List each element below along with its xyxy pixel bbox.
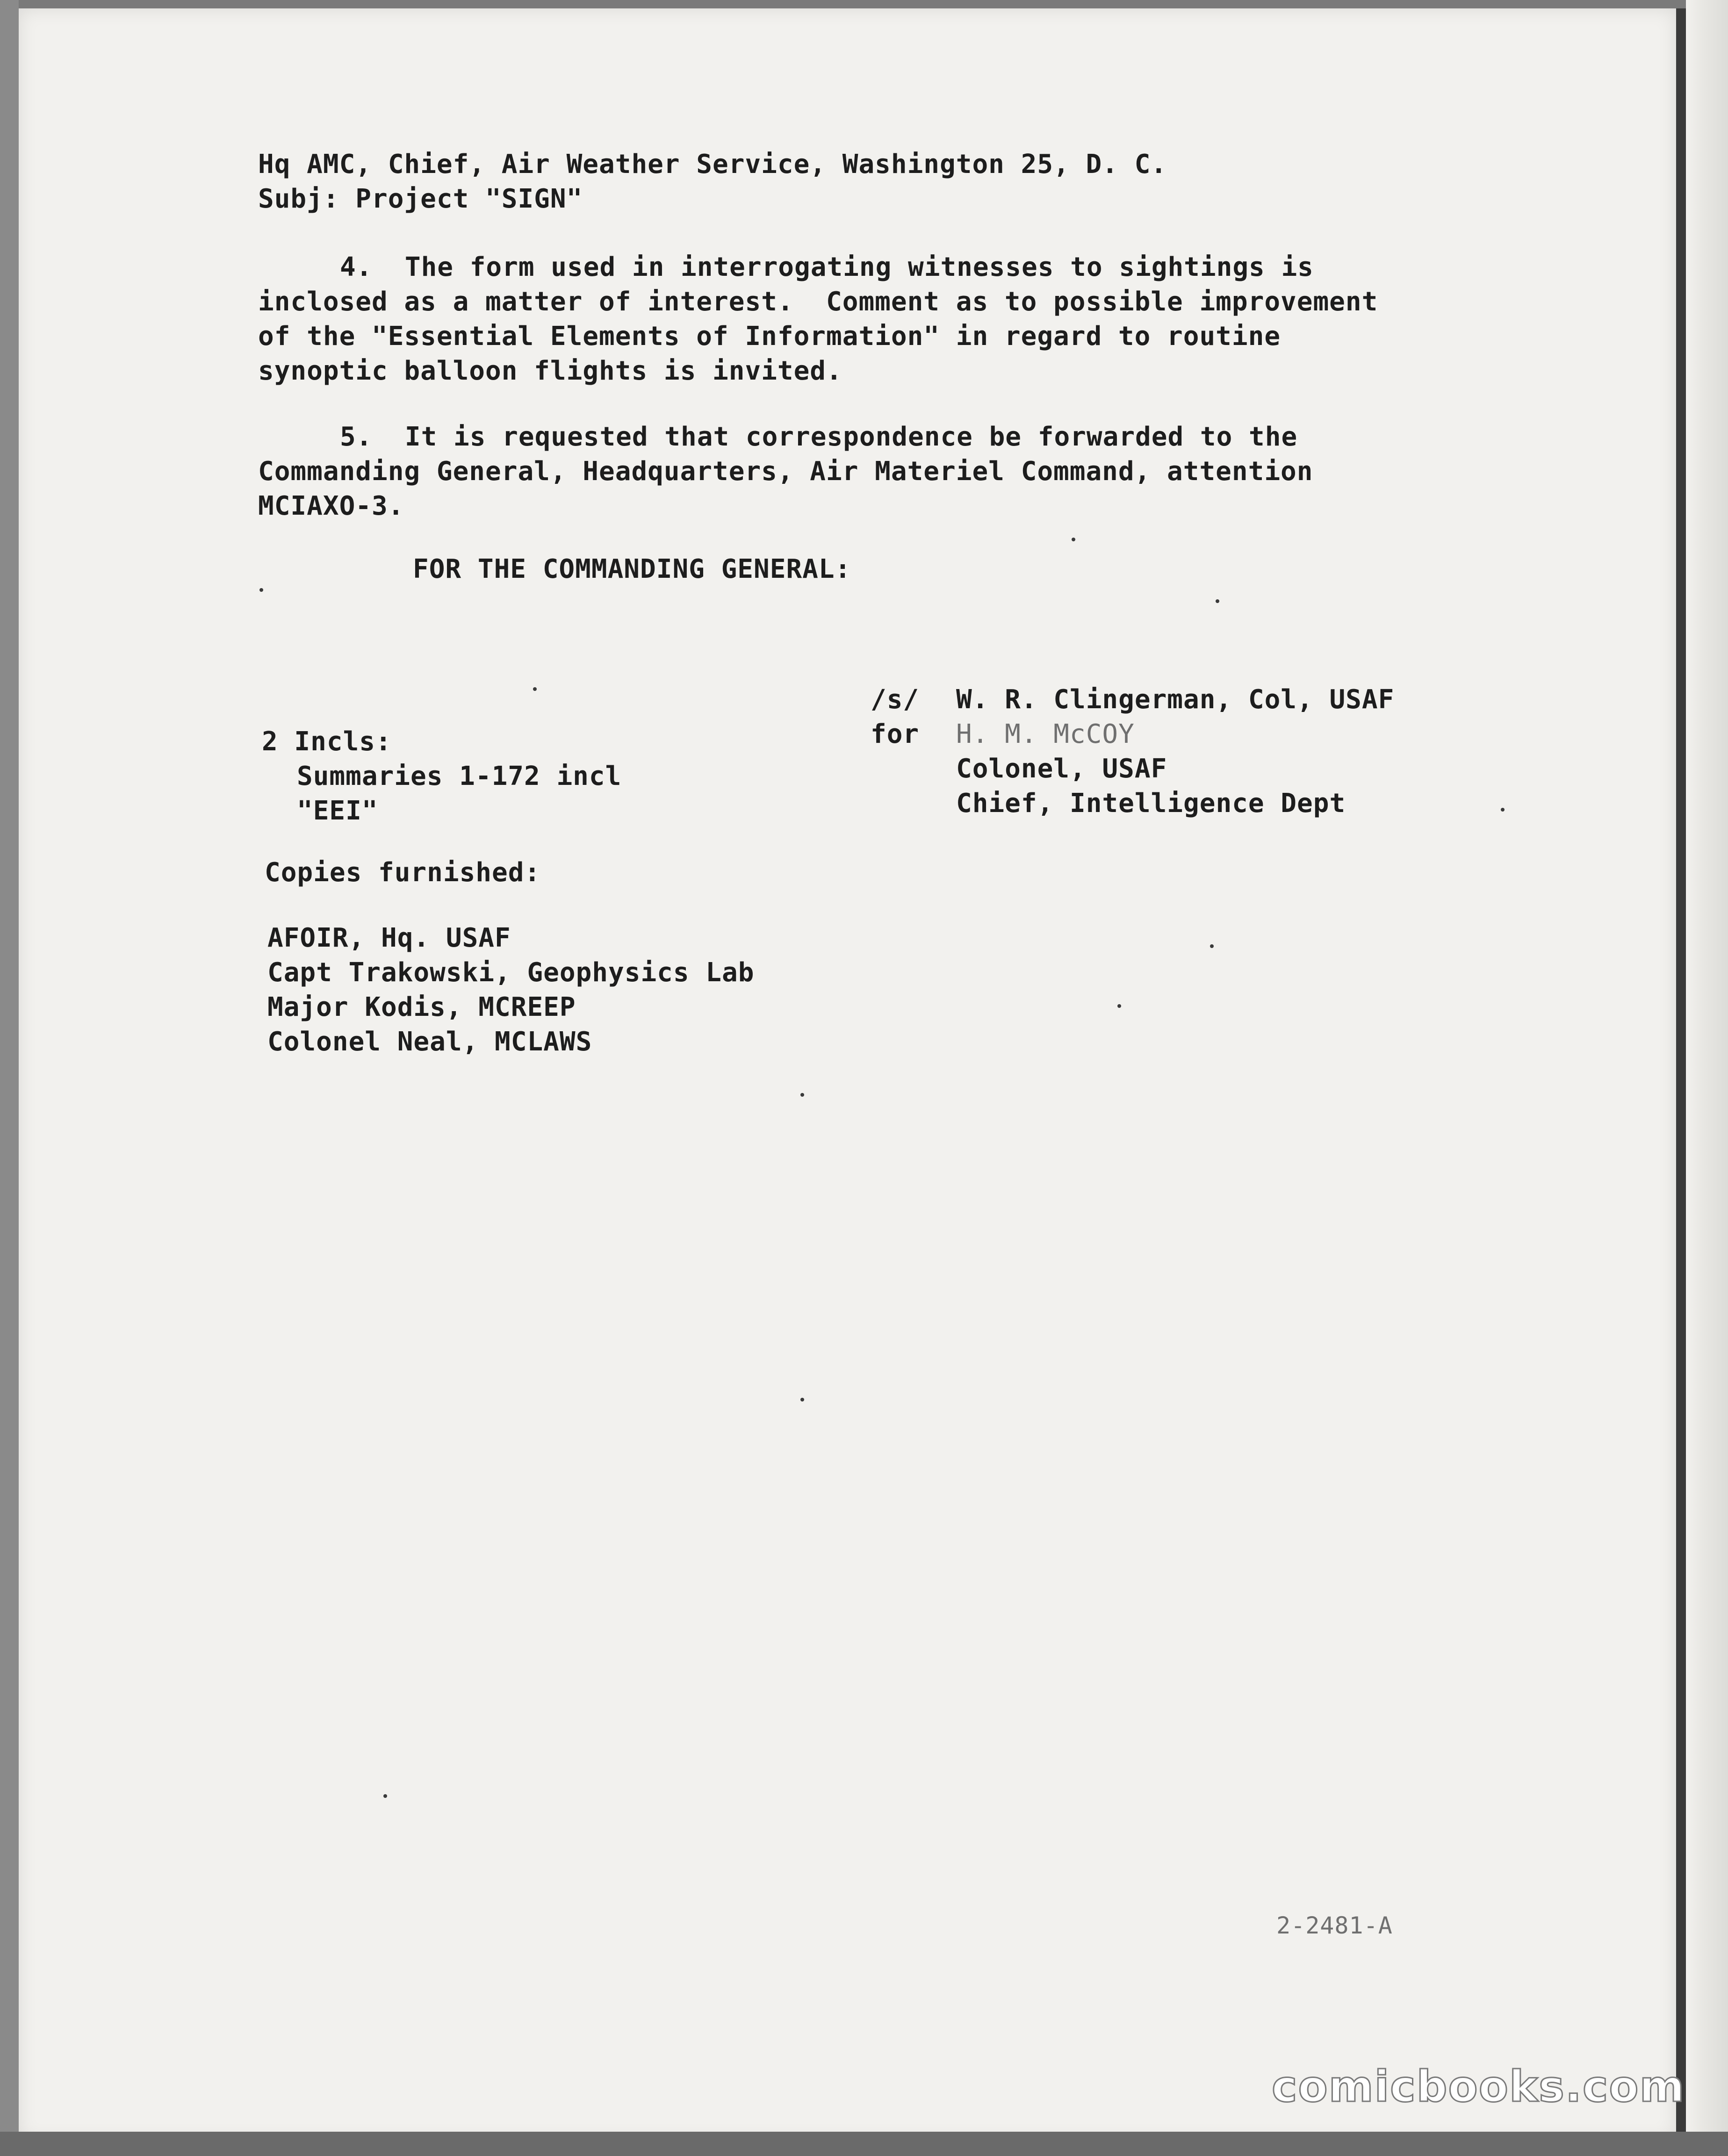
- copies-item-1: AFOIR, Hq. USAF: [267, 923, 511, 953]
- copies-item-3: Major Kodis, MCREEP: [267, 992, 576, 1022]
- paragraph-4-line-1: 4. The form used in interrogating witnesses to sightings is: [340, 252, 1314, 282]
- paragraph-4-line-2: inclosed as a matter of interest. Comment as to possible improvement: [258, 287, 1378, 317]
- signature-rank: Colonel, USAF: [956, 754, 1167, 784]
- copies-heading: Copies furnished:: [265, 857, 541, 888]
- signature-name: H. M. McCOY: [956, 719, 1135, 749]
- copies-item-4: Colonel Neal, MCLAWS: [267, 1027, 592, 1057]
- scan-speck: [1117, 1004, 1121, 1008]
- header-subject-line: Subj: Project "SIGN": [258, 184, 583, 214]
- scan-edge-right: [1686, 0, 1728, 2156]
- paragraph-5-line-2: Commanding General, Headquarters, Air Materiel Command, attention: [258, 456, 1313, 487]
- scan-edge-left: [0, 0, 19, 2156]
- inclosure-item-2: "EEI": [297, 796, 378, 826]
- scan-speck: [1210, 944, 1214, 948]
- watermark-text: comicbooks.com: [1272, 2062, 1685, 2112]
- closing-line: FOR THE COMMANDING GENERAL:: [413, 554, 851, 584]
- copies-item-2: Capt Trakowski, Geophysics Lab: [267, 957, 755, 988]
- scan-edge-bottom: [0, 2132, 1728, 2156]
- paragraph-5-line-1: 5. It is requested that correspondence be forwarded to the: [340, 422, 1298, 452]
- paragraph-5-line-3: MCIAXO-3.: [258, 491, 404, 521]
- scan-speck: [1072, 538, 1075, 541]
- signature-title: Chief, Intelligence Dept: [956, 788, 1346, 819]
- paragraph-4-line-4: synoptic balloon flights is invited.: [258, 356, 842, 386]
- signature-for-mark: for: [871, 719, 920, 749]
- scan-speck: [1501, 808, 1505, 812]
- inclosures-heading: 2 Incls:: [262, 726, 392, 757]
- signature-s-mark: /s/: [871, 684, 920, 715]
- scan-speck: [800, 1398, 804, 1401]
- header-address-line: Hq AMC, Chief, Air Weather Service, Washington 25, D. C.: [258, 149, 1167, 180]
- scan-speck: [800, 1093, 804, 1097]
- scan-speck: [383, 1794, 387, 1798]
- scan-speck: [259, 588, 263, 592]
- signature-signer: W. R. Clingerman, Col, USAF: [956, 684, 1395, 715]
- scan-edge-top: [0, 0, 1728, 8]
- scan-speck: [533, 687, 537, 691]
- inclosure-item-1: Summaries 1-172 incl: [297, 761, 622, 791]
- scan-speck: [1216, 599, 1219, 603]
- paragraph-4-line-3: of the "Essential Elements of Information" in regard to routine: [258, 321, 1281, 352]
- footer-document-code: 2-2481-A: [1276, 1912, 1393, 1939]
